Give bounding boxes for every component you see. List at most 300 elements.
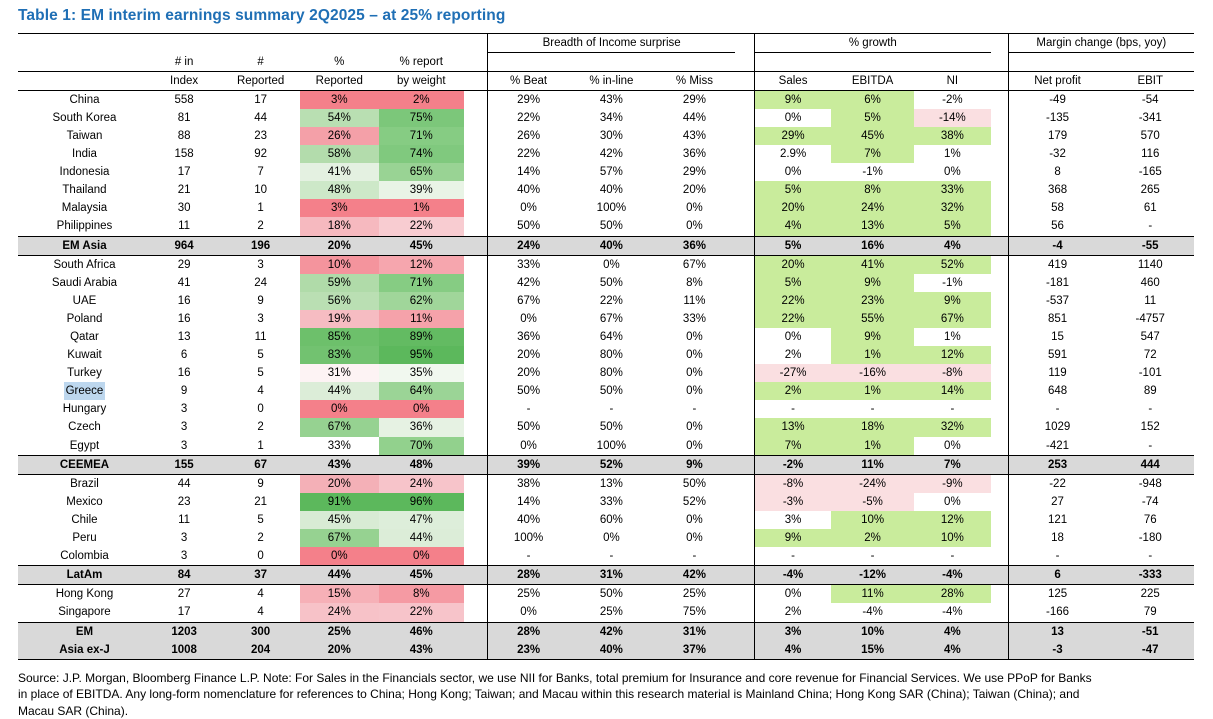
cell-num-reported: 1 (257, 202, 264, 215)
column-gap (991, 364, 1008, 382)
cell-in-index: 964 (147, 236, 221, 255)
column-gap (735, 274, 755, 292)
column-gap (735, 622, 755, 641)
column-gap (464, 474, 488, 493)
col-reported-num-l1: # (221, 53, 300, 72)
cell-pct-report-weight: 43% (379, 641, 464, 660)
cell-ebitda-growth: 13% (831, 217, 914, 236)
cell-num-reported: 5 (257, 349, 264, 362)
cell-ebitda-growth: 23% (831, 292, 914, 310)
row-label: LatAm (18, 566, 147, 585)
cell-pct-beat: 23% (488, 641, 569, 660)
cell-ni-growth: -9% (914, 474, 991, 493)
cell-ebitda-growth: 15% (831, 641, 914, 660)
cell-pct-beat: 36% (488, 328, 569, 346)
cell-ebit-margin: 61 (1143, 202, 1157, 215)
cell-ni-growth: - (950, 403, 955, 416)
cell-net-profit-margin: 27 (1008, 493, 1106, 511)
cell-pct-inline: - (609, 403, 614, 416)
cell-ni-growth: 38% (914, 127, 991, 145)
column-gap (464, 199, 488, 217)
column-gap (735, 437, 755, 456)
column-gap (991, 109, 1008, 127)
column-gap (735, 382, 755, 400)
cell-in-index: 16 (177, 294, 191, 307)
cell-sales-growth: 5% (755, 181, 832, 199)
cell-ebitda-growth: 11% (831, 455, 914, 474)
cell-num-reported: 5 (257, 367, 264, 380)
column-gap (991, 310, 1008, 328)
cell-pct-reported: 67% (300, 529, 379, 547)
column-gap (735, 641, 755, 660)
table-row (18, 163, 1194, 181)
cell-ebit-margin: 79 (1143, 606, 1157, 619)
cell-in-index: 1008 (147, 641, 221, 660)
col-miss-l2: % Miss (654, 71, 735, 90)
cell-pct-reported: 33% (300, 437, 379, 456)
cell-pct-beat: 25% (488, 585, 569, 604)
column-gap (735, 418, 755, 436)
cell-in-index: 23 (177, 495, 191, 508)
group-blank-2 (147, 34, 221, 53)
cell-in-index: 3 (180, 550, 188, 563)
column-gap (735, 585, 755, 604)
cell-ebitda-growth: -5% (831, 493, 914, 511)
cell-pct-miss: 0% (686, 331, 703, 343)
cell-pct-report-weight: 44% (379, 529, 464, 547)
cell-num-reported: 67 (221, 455, 300, 474)
cell-net-profit-margin: 591 (1008, 346, 1106, 364)
col-miss-l1 (654, 53, 735, 72)
column-gap (735, 255, 755, 274)
cell-ebitda-growth: 11% (831, 585, 914, 604)
cell-ni-growth: -2% (942, 93, 963, 106)
col-inline-l1 (569, 53, 654, 72)
cell-ni-growth: 67% (914, 310, 991, 328)
cell-pct-report-weight: 65% (379, 163, 464, 181)
column-gap (735, 566, 755, 585)
cell-pct-beat: 20% (488, 346, 569, 364)
cell-ebitda-growth: 9% (831, 328, 914, 346)
cell-net-profit-margin: 419 (1008, 255, 1106, 274)
cell-net-profit-margin: -22 (1008, 474, 1106, 493)
cell-ebit-margin: - (1148, 403, 1153, 416)
column-gap (991, 292, 1008, 310)
group-gap-3 (991, 34, 1008, 53)
cell-ni-growth: 28% (914, 585, 991, 604)
cell-pct-reported: 67% (300, 418, 379, 436)
cell-ebit-margin: 225 (1140, 588, 1160, 601)
cell-pct-miss: 44% (682, 111, 706, 124)
cell-pct-report-weight: 71% (379, 127, 464, 145)
cell-sales-growth: 20% (755, 255, 832, 274)
cell-ebitda-growth: 1% (831, 437, 914, 456)
cell-net-profit-margin: 648 (1008, 382, 1106, 400)
cell-num-reported: 2 (257, 421, 264, 434)
table-row (18, 236, 1194, 255)
cell-pct-inline: 50% (599, 588, 623, 601)
cell-pct-inline: 50% (599, 421, 623, 434)
cell-ebitda-growth: 10% (831, 622, 914, 641)
cell-ni-growth: 14% (914, 382, 991, 400)
table-row (18, 292, 1194, 310)
gap-1b (464, 71, 488, 90)
cell-num-reported: 9 (257, 477, 264, 490)
cell-pct-beat: 40% (488, 511, 569, 529)
column-gap (991, 493, 1008, 511)
cell-sales-growth: 0% (755, 328, 832, 346)
cell-ebit-margin: -51 (1106, 622, 1194, 641)
cell-pct-reported: 48% (300, 181, 379, 199)
cell-pct-report-weight: 12% (379, 255, 464, 274)
cell-sales-growth: 4% (755, 217, 832, 236)
cell-ni-growth: - (950, 550, 955, 563)
cell-in-index: 88 (177, 129, 191, 142)
cell-pct-reported: 24% (300, 603, 379, 622)
cell-in-index: 3 (180, 532, 188, 545)
table-subheader-row-1 (18, 53, 1194, 72)
cell-sales-growth: 13% (755, 418, 832, 436)
cell-pct-miss: 9% (654, 455, 735, 474)
cell-net-profit-margin: - (1008, 547, 1106, 566)
col-beat-l2: % Beat (488, 71, 569, 90)
cell-pct-inline: 25% (599, 606, 623, 619)
cell-pct-inline: 50% (599, 220, 623, 233)
cell-pct-reported: 15% (300, 585, 379, 604)
table-row (18, 181, 1194, 199)
cell-pct-reported: 91% (300, 493, 379, 511)
cell-num-reported: 4 (257, 588, 264, 601)
cell-sales-growth: -2% (755, 455, 832, 474)
cell-pct-inline: 33% (599, 495, 623, 508)
cell-net-profit-margin: 6 (1008, 566, 1106, 585)
cell-pct-inline: 57% (599, 166, 623, 179)
table-row (18, 328, 1194, 346)
cell-pct-miss: 42% (654, 566, 735, 585)
cell-pct-report-weight: 8% (379, 585, 464, 604)
cell-in-index: 11 (178, 220, 191, 233)
cell-num-reported: 196 (221, 236, 300, 255)
cell-num-reported: 3 (257, 258, 264, 271)
column-gap (464, 163, 488, 181)
column-gap (735, 236, 755, 255)
cell-pct-report-weight: 0% (379, 400, 464, 418)
column-gap (991, 641, 1008, 660)
cell-ebit-margin: 1140 (1137, 258, 1163, 271)
column-gap (991, 382, 1008, 400)
cell-num-reported: 2 (257, 532, 264, 545)
row-label: Poland (66, 312, 103, 325)
cell-pct-inline: 42% (569, 622, 654, 641)
cell-ebit-margin: 547 (1140, 331, 1160, 343)
cell-net-profit-margin: -181 (1008, 274, 1106, 292)
column-gap (464, 547, 488, 566)
cell-pct-reported: 56% (300, 292, 379, 310)
cell-pct-reported: 0% (300, 547, 379, 566)
cell-ebit-margin: -47 (1106, 641, 1194, 660)
column-gap (991, 437, 1008, 456)
cell-in-index: 84 (147, 566, 221, 585)
cell-pct-reported: 54% (300, 109, 379, 127)
gap-2b (735, 71, 755, 90)
cell-ebit-margin: 11 (1144, 294, 1157, 307)
cell-in-index: 6 (180, 349, 188, 362)
cell-net-profit-margin: 58 (1008, 199, 1106, 217)
cell-pct-miss: - (692, 403, 697, 416)
column-gap (464, 145, 488, 163)
table-subheader-row-2 (18, 71, 1194, 90)
cell-pct-miss: 0% (686, 220, 703, 233)
cell-net-profit-margin: 121 (1008, 511, 1106, 529)
cell-net-profit-margin: -3 (1008, 641, 1106, 660)
column-gap (735, 109, 755, 127)
cell-pct-beat: 28% (488, 566, 569, 585)
row-label: Qatar (70, 331, 99, 343)
cell-ebit-margin: 152 (1140, 421, 1160, 434)
cell-sales-growth: -27% (755, 364, 832, 382)
cell-in-index: 16 (177, 367, 191, 380)
cell-pct-inline: 60% (599, 513, 623, 526)
cell-pct-inline: 40% (569, 641, 654, 660)
cell-sales-growth: 9% (755, 90, 832, 109)
column-gap (991, 547, 1008, 566)
row-label: EM Asia (18, 236, 147, 255)
cell-net-profit-margin: 851 (1008, 310, 1106, 328)
cell-pct-inline: 0% (603, 532, 620, 545)
cell-ni-growth: 4% (914, 641, 991, 660)
col-inline-l2: % in-line (569, 71, 654, 90)
cell-pct-reported: 20% (300, 641, 379, 660)
cell-sales-growth: 3% (755, 622, 832, 641)
column-gap (735, 529, 755, 547)
cell-num-reported: 7 (257, 166, 264, 179)
row-label: Peru (72, 532, 97, 545)
column-gap (991, 455, 1008, 474)
table-row (18, 603, 1194, 622)
column-gap (464, 400, 488, 418)
column-gap (991, 274, 1008, 292)
cell-in-index: 29 (177, 258, 191, 271)
cell-sales-growth: -3% (755, 493, 832, 511)
table-row (18, 364, 1194, 382)
column-gap (735, 455, 755, 474)
column-gap (464, 641, 488, 660)
table-row (18, 90, 1194, 109)
cell-ebitda-growth: 1% (831, 382, 914, 400)
cell-pct-beat: 0% (488, 199, 569, 217)
cell-pct-miss: 8% (686, 276, 703, 289)
column-gap (464, 529, 488, 547)
cell-pct-report-weight: 64% (379, 382, 464, 400)
cell-pct-inline: 100% (596, 202, 627, 215)
row-label (18, 382, 147, 400)
column-gap (735, 474, 755, 493)
cell-net-profit-margin: 15 (1008, 328, 1106, 346)
cell-in-index: 21 (177, 184, 191, 197)
cell-sales-growth: 0% (755, 163, 832, 181)
table-row (18, 310, 1194, 328)
cell-ebitda-growth: 16% (831, 236, 914, 255)
cell-pct-miss: 0% (686, 202, 703, 215)
cell-pct-inline: 80% (599, 349, 623, 362)
cell-ni-growth: 32% (914, 199, 991, 217)
column-gap (991, 566, 1008, 585)
column-gap (735, 511, 755, 529)
group-gap-1 (464, 34, 488, 53)
cell-num-reported: 2 (257, 220, 264, 233)
cell-sales-growth: 4% (755, 641, 832, 660)
cell-pct-report-weight: 74% (379, 145, 464, 163)
group-blank-5 (379, 34, 464, 53)
cell-pct-report-weight: 36% (379, 418, 464, 436)
cell-num-reported: 21 (254, 495, 267, 508)
cell-pct-report-weight: 47% (379, 511, 464, 529)
cell-pct-beat: 14% (488, 493, 569, 511)
cell-pct-reported: 20% (300, 474, 379, 493)
column-gap (735, 90, 755, 109)
cell-pct-reported: 59% (300, 274, 379, 292)
cell-ni-growth: 0% (944, 439, 961, 452)
cell-pct-reported: 19% (300, 310, 379, 328)
cell-pct-reported: 25% (300, 622, 379, 641)
cell-pct-miss: 0% (686, 367, 703, 380)
table-group-header-row (18, 34, 1194, 53)
table-row (18, 274, 1194, 292)
col-pct-report-weight-l2: by weight (379, 71, 464, 90)
group-gap-2 (735, 34, 755, 53)
table-row (18, 217, 1194, 236)
cell-sales-growth: -8% (755, 474, 832, 493)
col-beat-l1 (488, 53, 569, 72)
cell-num-reported: 10 (254, 184, 267, 197)
cell-pct-inline: 40% (599, 184, 623, 197)
cell-pct-inline: 50% (599, 385, 623, 398)
table-row (18, 566, 1194, 585)
column-gap (735, 493, 755, 511)
group-blank-4 (300, 34, 379, 53)
cell-ni-growth: 1% (944, 148, 961, 161)
cell-ebit-margin: -333 (1106, 566, 1194, 585)
cell-num-reported: 204 (221, 641, 300, 660)
cell-net-profit-margin: -49 (1008, 90, 1106, 109)
cell-pct-reported: 20% (300, 236, 379, 255)
col-sales-l2: Sales (755, 71, 832, 90)
cell-pct-inline: 100% (596, 439, 627, 452)
cell-pct-beat: 22% (488, 145, 569, 163)
table-row (18, 455, 1194, 474)
cell-pct-miss: 11% (683, 294, 706, 307)
column-gap (991, 418, 1008, 436)
cell-pct-inline: 0% (603, 258, 620, 271)
cell-num-reported: 92 (254, 148, 267, 161)
cell-pct-beat: 0% (488, 437, 569, 456)
cell-sales-growth: 7% (755, 437, 832, 456)
cell-ebitda-growth: 41% (831, 255, 914, 274)
column-gap (464, 455, 488, 474)
cell-pct-miss: 67% (682, 258, 706, 271)
cell-net-profit-margin: 56 (1008, 217, 1106, 236)
cell-num-reported: 4 (257, 606, 264, 619)
table-row (18, 622, 1194, 641)
row-label: Asia ex-J (18, 641, 147, 660)
cell-ni-growth: -8% (914, 364, 991, 382)
col-pct-reported-l2: Reported (300, 71, 379, 90)
column-gap (464, 109, 488, 127)
cell-pct-report-weight: 96% (379, 493, 464, 511)
cell-ebit-margin: -341 (1138, 111, 1162, 124)
cell-ebitda-growth: 1% (831, 346, 914, 364)
cell-pct-reported: 45% (300, 511, 379, 529)
cell-net-profit-margin: 8 (1008, 163, 1106, 181)
cell-num-reported: 5 (257, 513, 264, 526)
column-gap (991, 511, 1008, 529)
cell-ebit-margin: -74 (1141, 495, 1159, 508)
cell-in-index: 41 (177, 276, 191, 289)
cell-ebitda-growth: -1% (862, 166, 883, 179)
cell-ni-growth: 12% (914, 346, 991, 364)
cell-pct-miss: 25% (682, 588, 706, 601)
cell-net-profit-margin: 1029 (1008, 418, 1106, 436)
column-gap (464, 382, 488, 400)
row-label: Thailand (62, 184, 107, 197)
column-gap (991, 585, 1008, 604)
column-gap (464, 346, 488, 364)
row-label: CEEMEA (18, 455, 147, 474)
cell-pct-miss: - (692, 550, 697, 563)
cell-pct-report-weight: 0% (379, 547, 464, 566)
table-row (18, 127, 1194, 145)
cell-ebit-margin: 76 (1143, 513, 1157, 526)
cell-num-reported: 0 (257, 550, 264, 563)
table-row (18, 641, 1194, 660)
cell-pct-reported: 3% (300, 199, 379, 217)
cell-sales-growth: 5% (755, 236, 832, 255)
cell-pct-inline: 30% (599, 129, 623, 142)
column-gap (735, 328, 755, 346)
column-gap (735, 145, 755, 163)
column-gap (991, 346, 1008, 364)
cell-pct-miss: 36% (682, 148, 706, 161)
cell-pct-reported: 41% (300, 163, 379, 181)
cell-sales-growth: - (755, 400, 832, 418)
cell-ebit-margin: -4757 (1135, 312, 1165, 325)
row-label: Kuwait (67, 349, 102, 362)
cell-num-reported: 9 (257, 294, 264, 307)
cell-ni-growth: 4% (914, 622, 991, 641)
col-net-profit-l2: Net profit (1008, 71, 1106, 90)
page-title: Table 1: EM interim earnings summary 2Q2025 – at 25% reporting (18, 7, 506, 24)
table-row (18, 474, 1194, 493)
column-gap (735, 163, 755, 181)
column-gap (464, 437, 488, 456)
cell-ebitda-growth: - (870, 403, 875, 416)
cell-num-reported: 0 (257, 403, 264, 416)
row-label: Malaysia (61, 202, 108, 215)
cell-pct-reported: 44% (300, 566, 379, 585)
cell-pct-reported: 85% (300, 328, 379, 346)
cell-sales-growth: 2% (755, 382, 832, 400)
cell-sales-growth: 22% (755, 310, 832, 328)
column-gap (991, 217, 1008, 236)
col-in-index-l2: Index (147, 71, 221, 90)
table-row (18, 493, 1194, 511)
cell-pct-beat: - (488, 547, 569, 566)
row-label: Colombia (60, 550, 109, 563)
cell-ebit-margin: -101 (1138, 367, 1162, 380)
column-gap (464, 181, 488, 199)
column-gap (464, 255, 488, 274)
cell-pct-beat: 28% (488, 622, 569, 641)
